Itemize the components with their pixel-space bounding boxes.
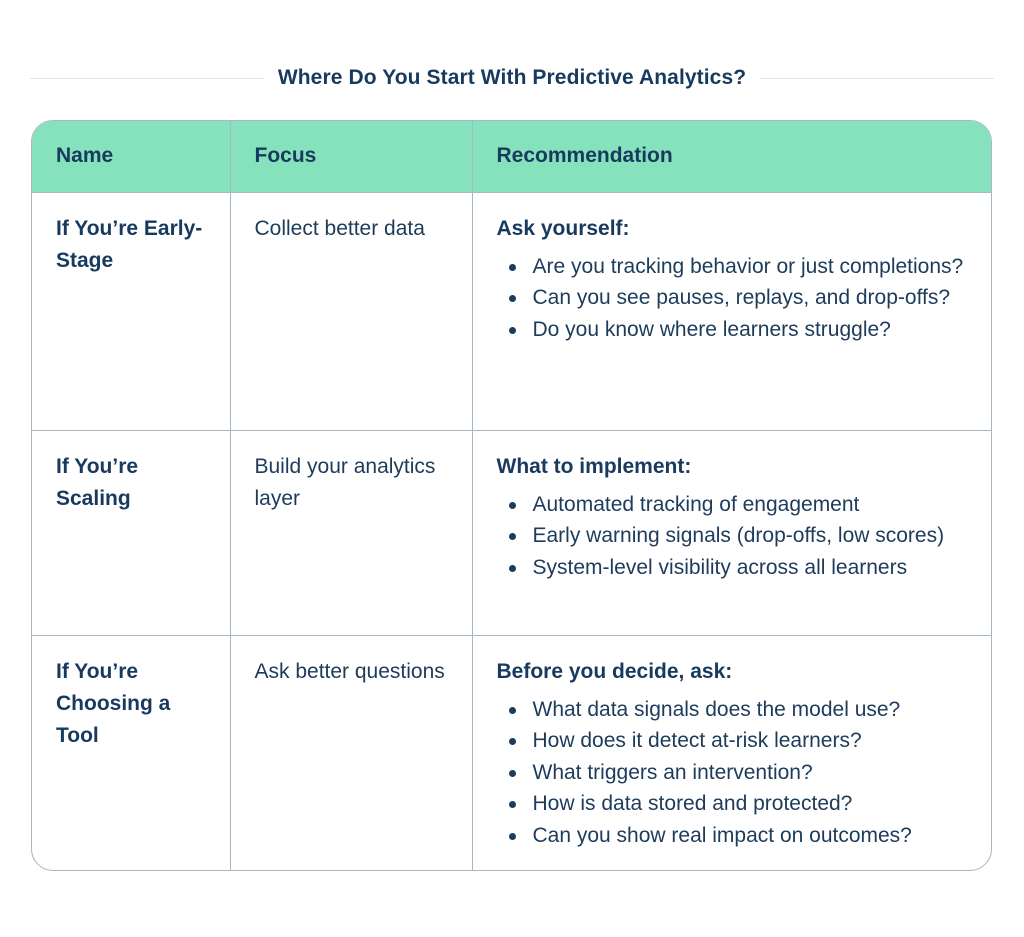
row-focus: Build your analytics layer <box>230 430 472 635</box>
table-row <box>32 430 991 635</box>
row-focus: Collect better data <box>230 192 472 430</box>
bullet-icon <box>509 295 516 302</box>
recommendation-list <box>497 694 968 852</box>
bullet-icon <box>509 738 516 745</box>
bullet-icon <box>509 502 516 509</box>
list-item-text: How is data stored and protected? <box>532 792 853 815</box>
row-name: If You’re Early-Stage <box>32 192 230 430</box>
bullet-icon <box>509 533 516 540</box>
list-item <box>497 552 968 584</box>
list-item <box>497 314 968 346</box>
list-item-text: Are you tracking behavior or just completions? <box>532 254 964 278</box>
table-header-row <box>32 121 991 192</box>
list-item <box>497 282 968 314</box>
row-focus: Ask better questions <box>230 635 472 870</box>
list-item-text: Do you know where learners struggle? <box>532 317 891 341</box>
title-row <box>30 62 994 94</box>
row-recommendation <box>472 430 991 635</box>
title-divider-left <box>30 78 264 79</box>
list-item-text: Early warning signals (drop-offs, low scores) <box>532 524 945 547</box>
table-row <box>32 192 991 430</box>
list-item <box>497 725 968 757</box>
table <box>32 121 991 870</box>
comparison-table <box>31 120 992 871</box>
list-item-text: How does it detect at-risk learners? <box>532 729 862 752</box>
bullet-icon <box>509 801 516 808</box>
list-item-text: Can you see pauses, replays, and drop-offs? <box>532 286 951 309</box>
page-title: Where Do You Start With Predictive Analytics? <box>277 66 747 89</box>
list-item <box>497 757 968 789</box>
table-row <box>32 635 991 870</box>
list-item <box>497 520 968 552</box>
bullet-icon <box>509 264 516 271</box>
row-recommendation <box>472 635 991 870</box>
list-item <box>497 820 968 852</box>
header-focus: Focus <box>230 121 472 192</box>
recommendation-heading: Ask yourself: <box>496 216 630 240</box>
bullet-icon <box>509 327 516 334</box>
recommendation-heading: What to implement: <box>496 454 692 478</box>
list-item-text: What data signals does the model use? <box>532 697 901 721</box>
list-item <box>497 788 968 820</box>
list-item <box>497 694 968 726</box>
list-item-text: System-level visibility across all learners <box>532 555 908 579</box>
bullet-icon <box>509 770 516 777</box>
list-item-text: Can you show real impact on outcomes? <box>532 823 912 847</box>
bullet-icon <box>509 833 516 840</box>
recommendation-list <box>497 489 968 584</box>
row-recommendation <box>472 192 991 430</box>
header-name: Name <box>32 121 230 192</box>
header-recommendation: Recommendation <box>472 121 991 192</box>
list-item <box>497 489 968 521</box>
list-item-text: What triggers an intervention? <box>532 760 813 784</box>
list-item <box>497 251 968 283</box>
list-item-text: Automated tracking of engagement <box>532 492 860 516</box>
title-divider-right <box>760 78 994 79</box>
row-name: If You’re Scaling <box>32 430 230 635</box>
recommendation-list <box>497 251 968 346</box>
row-name: If You’re Choosing a Tool <box>32 635 230 870</box>
bullet-icon <box>509 707 516 714</box>
bullet-icon <box>509 565 516 572</box>
recommendation-heading: Before you decide, ask: <box>496 659 733 683</box>
